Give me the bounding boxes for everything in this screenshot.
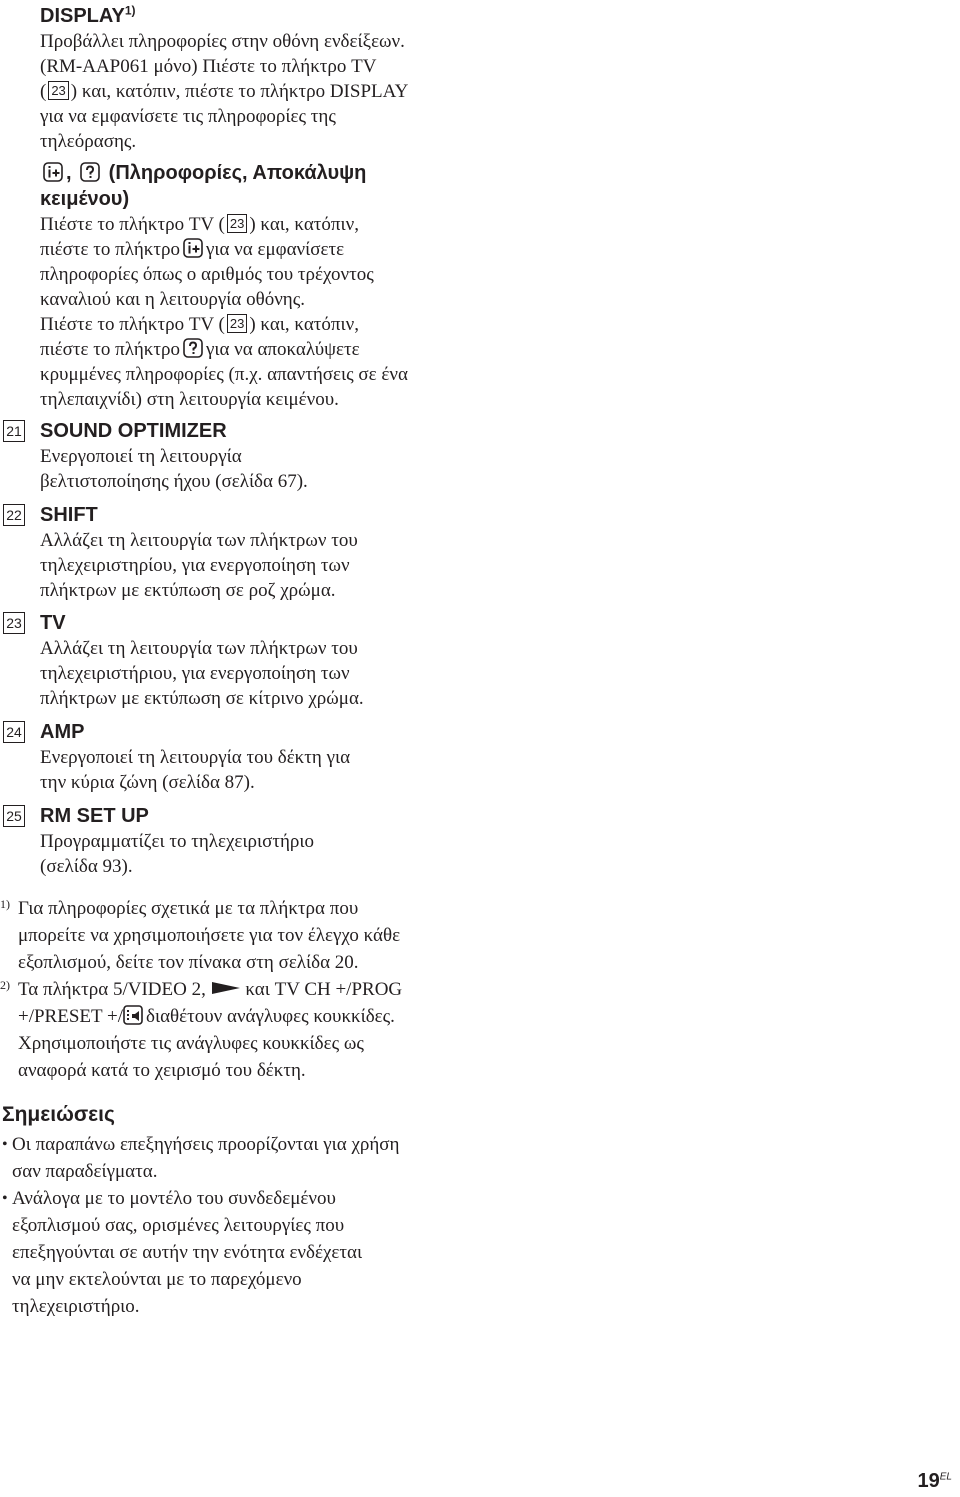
item-number-24: 24 [3, 721, 25, 743]
footnote-mark: 2) [0, 978, 10, 992]
info-key-icon [183, 238, 203, 258]
page-number: $19^{EL}$ [917, 1470, 952, 1492]
info-reveal-description: Πιέστε το πλήκτρο TV ( 23 ) και, κατόπιν, πιέστε το πλήκτρο για να εμφανίσετε πληροφορίες όπως ο αριθμός του τρέχοντος καναλιού και η λειτουργία οθόνης. Πιέστε το πλήκτρο TV ( 23 ) και, κατόπιν, πιέστε το πλήκτρο για να αποκαλύψετε κρυμμένες πληροφορίες (π.χ. απαντήσεις σε ένα τηλεπαιχνίδι) στη λειτουργία κειμένου. [40, 214, 408, 410]
reveal-key-icon [183, 338, 203, 358]
item-title: SHIFT [40, 504, 98, 526]
ref-number-box: 23 [227, 314, 247, 333]
display-line-1: Προβάλλει πληροφορίες στην οθόνη ενδείξεων. [40, 31, 405, 52]
item-number-22: 22 [3, 504, 25, 526]
ref-number-box: 23 [227, 214, 247, 233]
page-language-code: EL [939, 1471, 952, 1483]
note-item: • Ανάλογα με το μοντέλο του συνδεδεμένου εξοπλισμού σας, ορισμένες λειτουργίες που επεξηγούνται σε αυτήν την ενότητα ενδέχεται να μην εκτελούνται με το παρεχόμενο τηλεχειριστήριο. [0, 1185, 455, 1320]
item-number-25: 25 [3, 805, 25, 827]
item-title: RM SET UP [40, 805, 149, 827]
display-footnote-ref: 1) [124, 3, 136, 18]
item-shift: SHIFT Αλλάζει τη λειτουργία των πλήκτρων του τηλεχειριστηρίου, για ενεργοποίηση των πλήκτρων με εκτύπωση σε ροζ χρώμα. [40, 502, 460, 603]
display-heading [40, 3, 460, 29]
info-reveal-section [40, 160, 460, 412]
info-key-icon [43, 162, 63, 182]
item-title: SOUND OPTIMIZER [40, 420, 227, 442]
item-rm-set-up: RM SET UP Προγραμματίζει το τηλεχειριστήριο (σελίδα 93). [40, 803, 460, 879]
display-line-4: για να εμφανίσετε τις πληροφορίες της [40, 106, 336, 127]
display-title: DISPLAY [40, 5, 125, 27]
item-sound-optimizer: SOUND OPTIMIZER Ενεργοποιεί τη λειτουργία βελτιστοποίησης ήχου (σελίδα 67). [40, 418, 460, 494]
item-title: TV [40, 612, 66, 634]
item-amp: AMP Ενεργοποιεί τη λειτουργία του δέκτη για την κύρια ζώνη (σελίδα 87). [40, 719, 460, 795]
note-item: • Οι παραπάνω επεξηγήσεις προορίζονται για χρήση σαν παραδείγματα. [0, 1131, 455, 1185]
footnote-1: 1) Για πληροφορίες σχετικά με τα πλήκτρα που μπορείτε να χρησιμοποιήσετε για τον έλεγχο κάθε εξοπλισμού, δείτε τον πίνακα στη σελίδα 20. [0, 895, 450, 976]
notes-heading: Σημειώσεις [2, 1103, 115, 1126]
info-reveal-heading: , (Πληροφορίες, Αποκάλυψη κειμένου) [40, 162, 367, 210]
display-line-3: ( 23 ) και, κατόπιν, πιέστε το πλήκτρο DISPLAY [40, 81, 409, 102]
reveal-key-icon [80, 162, 100, 182]
display-description [40, 29, 460, 154]
bullet-icon: • [2, 1136, 8, 1153]
item-number-23: 23 [3, 612, 25, 634]
item-number-21: 21 [3, 420, 25, 442]
footnote-mark: 1) [0, 897, 10, 911]
display-line-2: (RM-AAP061 μόνο) Πιέστε το πλήκτρο TV [40, 56, 377, 77]
play-icon [211, 981, 241, 995]
ref-number-box: 23 [48, 81, 68, 100]
item-title: AMP [40, 721, 85, 743]
item-tv: TV Αλλάζει τη λειτουργία των πλήκτρων του τηλεχειριστήριου, για ενεργοποίηση των πλήκτρων με εκτύπωση σε κίτρινο χρώμα. [40, 610, 460, 711]
footnote-2: 2) Τα πλήκτρα 5/VIDEO 2, και TV CH +/PROG +/PRESET +/ διαθέτουν ανάγλυφες κουκκίδες. Χρησιμοποιήστε τις ανάγλυφες κουκκίδες ως αναφορά κατά το χειρισμό του δέκτη. [0, 976, 450, 1084]
audio-key-icon [123, 1005, 143, 1025]
display-section [40, 3, 460, 154]
bullet-icon: • [2, 1190, 8, 1207]
display-line-5: τηλεόρασης. [40, 131, 137, 152]
